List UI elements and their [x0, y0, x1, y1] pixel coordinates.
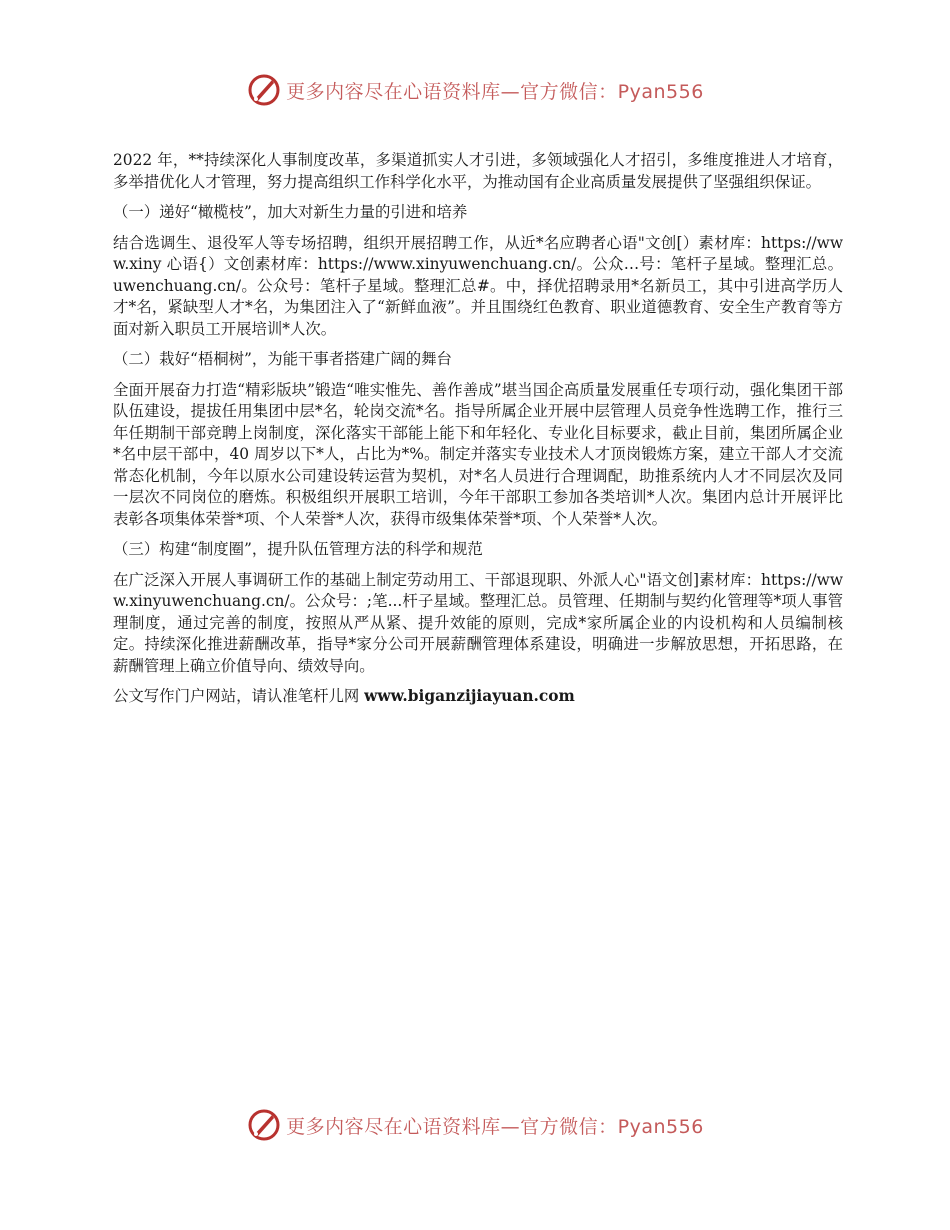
- footer-prefix: 公文写作门户网站，请认准笔杆儿网: [113, 687, 365, 705]
- section-heading-2: （二）栽好“梧桐树”，为能干事者搭建广阔的舞台: [113, 350, 452, 368]
- quill-pen-logo-icon: [246, 1107, 282, 1143]
- section-heading-3: （三）构建“制度圈”，提升队伍管理方法的科学和规范: [113, 540, 483, 558]
- section-body-1: 结合选调生、退役军人等专场招聘，组织开展招聘工作，从近*名应聘者心语"文创[）素材库：https://www.xiny 心语{）文创素材库：https://www.xinyuwenchuang.cn/。公众…号：笔杆子星域。整理汇总。uwenchuang.cn/。公众号：笔杆子星域。整理汇总#。中，择优招聘录用*名新员工，其中引进高学历人才*名，紧缺型人才*名，为集团注入了“新鲜血液”。并且围绕红色教育、职业道德教育、安全生产教育等方面对新入职员工开展培训*人次。: [113, 233, 843, 338]
- banner-text: 更多内容尽在心语资料库—官方微信：Pyan556: [286, 1115, 704, 1138]
- intro-paragraph: 2022 年，**持续深化人事制度改革，多渠道抓实人才引进，多领域强化人才招引，多维度推进人才培育，多举措优化人才管理，努力提高组织工作科学化水平，为推动国有企业高质量发展提供了坚强组织保证。: [113, 151, 843, 191]
- header-banner: [0, 68, 950, 112]
- section-body-2: 全面开展奋力打造“精彩版块”锻造“唯实惟先、善作善成”堪当国企高质量发展重任专项行动，强化集团干部队伍建设，提拔任用集团中层*名，轮岗交流*名。指导所属企业开展中层管理人员竞争性选聘工作，推行三年任期制干部竞聘上岗制度，深化落实干部能上能下和年轻化、专业化目标要求，截止目前，集团所属企业*名中层干部中，40 周岁以下*人，占比为*%。制定并落实专业技术人才顶岗锻炼方案，建立干部人才交流常态化机制，今年以原水公司建设转运营为契机，对*名人员进行合理调配，助推系统内人才不同层次及同一层次不同岗位的磨炼。积极组织开展职工培训，今年干部职工参加各类培训*人次。集团内总计开展评比表彰各项集体荣誉*项、个人荣誉*人次，获得市级集体荣誉*项、个人荣誉*人次。: [113, 380, 843, 528]
- footer-url-link[interactable]: www.biganzijiayuan.com: [364, 687, 575, 705]
- section-heading-1: （一）递好“橄榄枝”，加大对新生力量的引进和培养: [113, 203, 468, 221]
- document-body: [113, 150, 843, 717]
- footer-line: [113, 686, 843, 708]
- quill-pen-logo-icon: [246, 72, 282, 108]
- footer-banner: [0, 1103, 950, 1147]
- section-body-3: 在广泛深入开展人事调研工作的基础上制定劳动用工、干部退现职、外派人心"语文创]素材库：https://www.xinyuwenchuang.cn/。公众号：;笔...杆子星域。整理汇总。员管理、任期制与契约化管理等*项人事管理制度，通过完善的制度，按照从严从紧、提升效能的原则，完成*家所属企业的内设机构和人员编制核定。持续深化推进薪酬改革，指导*家分公司开展薪酬管理体系建设，明确进一步解放思想，开拓思路，在薪酬管理上确立价值导向、绩效导向。: [113, 570, 843, 675]
- banner-text: 更多内容尽在心语资料库—官方微信：Pyan556: [286, 80, 704, 103]
